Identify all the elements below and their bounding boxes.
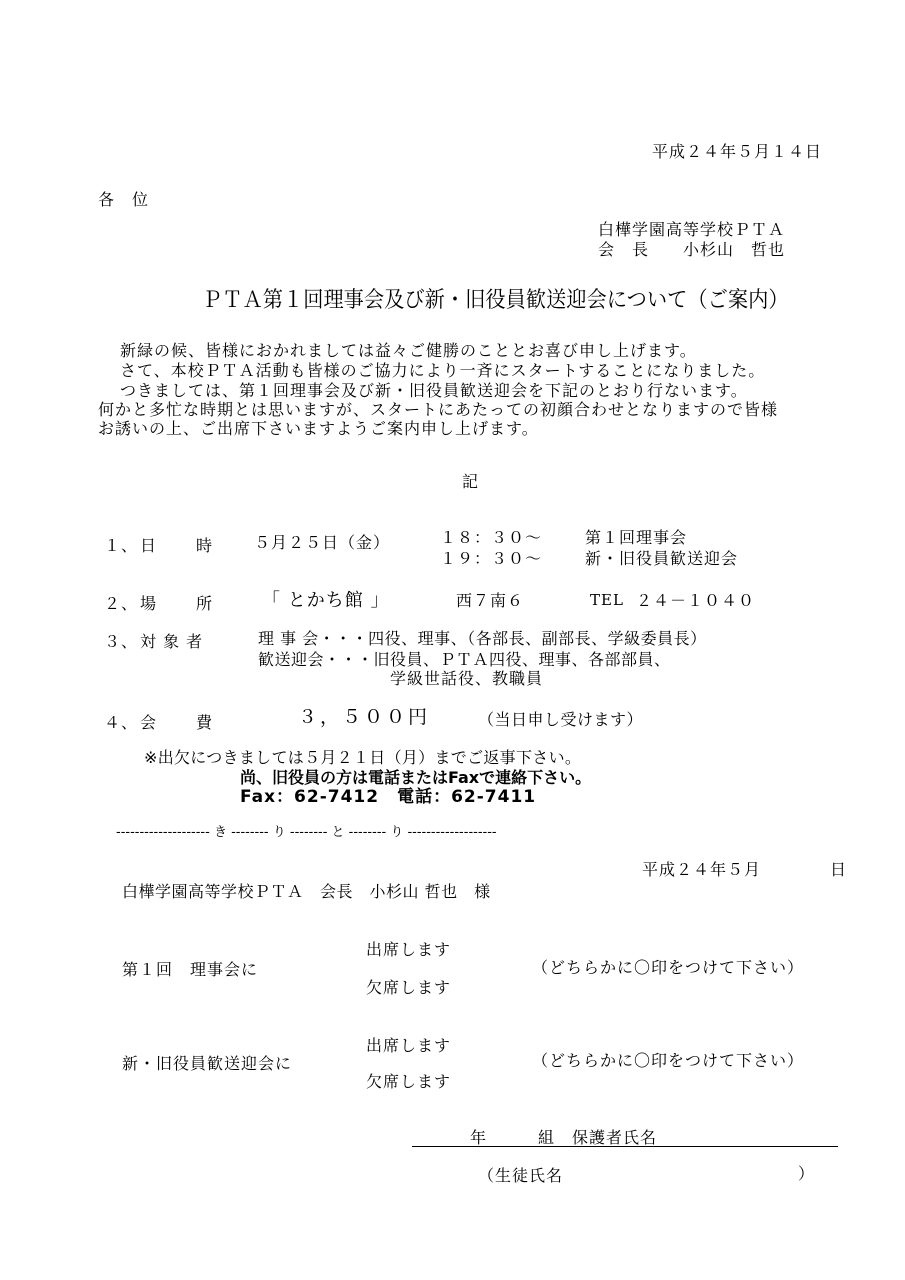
cut-line: -------------------- き -------- り -------- と -------- り ------------------- [116, 825, 497, 840]
addressee: 各 位 [98, 190, 150, 209]
sender-name: 会 長 小杉山 哲也 [598, 240, 786, 259]
reply-date-day: 日 [830, 860, 848, 879]
q1-attend-option[interactable]: 出席します [366, 940, 452, 959]
body-line-5: お誘いの上、ご出席下さいますようご案内申し上げます。 [98, 419, 539, 438]
body-line-3: つきましては、第１回理事会及び新・旧役員歓送迎会を下記のとおり行ないます。 [120, 381, 748, 400]
item-place-value: 「 とかち館 」 [262, 590, 390, 611]
sender-org: 白樺学園高等学校ＰＴＡ [598, 220, 786, 239]
student-name-close-paren: ） [798, 1164, 816, 1183]
item-place-label-b: 所 [196, 594, 214, 613]
question-2-label: 新・旧役員歓送迎会に [122, 1054, 293, 1073]
grade-class-guardian-label: 年 組 保護者氏名 [470, 1128, 658, 1147]
item-place-label-a: 場 [140, 594, 158, 613]
item-fee-label-a: 会 [140, 713, 158, 732]
student-name-label[interactable]: （生徒氏名 [478, 1166, 564, 1185]
item-place-tel: ２４－１０４０ [636, 591, 756, 610]
q2-instruction: （どちらかに〇印をつけて下さい） [532, 1051, 805, 1070]
item-place-address: 西７南６ [456, 591, 525, 610]
ki-heading: 記 [462, 472, 480, 491]
former-officer-notice: 尚、旧役員の方は電話またはFaxで連絡下さい。 [240, 768, 592, 787]
document-title: ＰＴＡ第１回理事会及び新・旧役員歓送迎会について（ご案内） [202, 288, 789, 313]
question-1-label: 第１回 理事会に [122, 960, 259, 979]
q1-instruction: （どちらかに〇印をつけて下さい） [532, 958, 805, 977]
q1-absent-option[interactable]: 欠席します [366, 978, 452, 997]
item-event-1: 第１回理事会 [585, 528, 688, 547]
q2-absent-option[interactable]: 欠席します [366, 1072, 452, 1091]
item-date-number: １、 [104, 536, 139, 555]
item-time-2: １９：３０～ [440, 549, 543, 568]
item-fee-note: （当日申し受けます） [478, 710, 644, 729]
document-date: 平成２４年５月１４日 [652, 142, 823, 161]
item-date-label-b: 時 [196, 536, 214, 555]
contact-numbers: Fax：62-7412 電話：62-7411 [240, 787, 537, 807]
body-line-1: 新緑の候、皆様におかれましては益々ご健勝のこととお喜び申し上げます。 [120, 341, 697, 360]
item-date-label-a: 日 [140, 536, 158, 555]
item-target-line-1: 理 事 会・・・四役、理事、（各部長、副部長、学級委員長） [258, 629, 707, 648]
item-target-line-2: 歓送迎会・・・旧役員、ＰＴＡ四役、理事、各部部員、 [258, 650, 671, 669]
item-date-value: ５月２５日（金） [254, 533, 391, 552]
item-fee-label-b: 費 [196, 713, 214, 732]
item-event-2: 新・旧役員歓送迎会 [585, 549, 739, 568]
item-time-1: １８：３０～ [440, 528, 543, 547]
item-target-number: ３、 [104, 632, 139, 651]
item-fee-value: ３，５００円 [298, 706, 431, 728]
guardian-name-underline [412, 1146, 838, 1147]
q2-attend-option[interactable]: 出席します [366, 1036, 452, 1055]
item-target-line-3: 学級世話役、教職員 [390, 669, 544, 688]
reply-deadline-notice: ※出欠につきましては５月２１日（月）までご返事下さい。 [144, 748, 582, 767]
item-target-label: 対 象 者 [140, 632, 204, 651]
reply-addressee: 白樺学園高等学校ＰＴＡ 会長 小杉山 哲也 様 [122, 882, 491, 901]
reply-date: 平成２４年５月 [642, 860, 762, 879]
item-fee-number: ４、 [104, 713, 139, 732]
body-line-4: 何かと多忙な時期とは思いますが、スタートにあたっての初顔合わせとなりますので皆様 [98, 400, 779, 419]
body-line-2: さて、本校ＰＴＡ活動も皆様のご協力により一斉にスタートすることになりました。 [120, 361, 766, 380]
item-place-tel-label: TEL [590, 591, 624, 609]
item-place-number: ２、 [104, 594, 139, 613]
